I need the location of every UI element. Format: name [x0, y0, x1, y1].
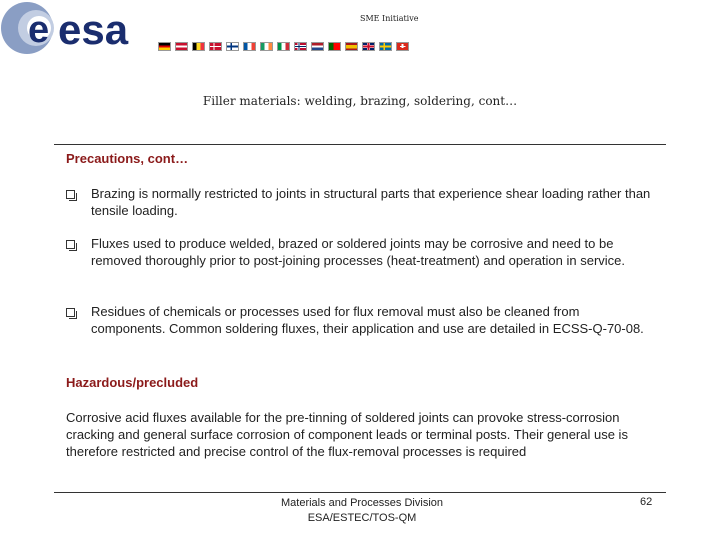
bullet-text: Residues of chemicals or processes used for flux removal must also be cleaned from components. Common soldering fluxes, their application and use are detailed in ECSS-Q-70-08. — [91, 304, 644, 336]
flag-at-icon — [175, 42, 188, 51]
footer-divider — [54, 492, 666, 493]
flag-fr-icon — [243, 42, 256, 51]
member-flags — [158, 42, 409, 51]
flag-se-icon — [379, 42, 392, 51]
flag-ch-icon — [396, 42, 409, 51]
checkbox-bullet-icon — [66, 240, 75, 249]
section-heading-precautions: Precautions, cont… — [66, 151, 189, 166]
flag-es-icon — [345, 42, 358, 51]
flag-dk-icon — [209, 42, 222, 51]
checkbox-bullet-icon — [66, 308, 75, 317]
hazard-paragraph: Corrosive acid fluxes available for the pre-tinning of soldered joints can provoke stress-corrosion cracking and general surface corrosion of component leads or terminal posts. Their general use is therefore restricted and precise control of the flux-removal processes is required — [66, 410, 628, 459]
flag-it-icon — [277, 42, 290, 51]
logo-wordmark: esa — [58, 6, 129, 53]
flag-no-icon — [294, 42, 307, 51]
esa-logo-graphic — [0, 0, 160, 56]
svg-text:e: e — [28, 9, 50, 51]
bullet-item — [66, 235, 656, 269]
bullet-item — [66, 303, 656, 337]
bullet-item — [66, 185, 656, 219]
page-number: 62 — [640, 496, 653, 508]
flag-uk-icon — [362, 42, 375, 51]
flag-ie-icon — [260, 42, 273, 51]
footer — [262, 496, 462, 526]
initiative-label: SME Initiative — [360, 14, 419, 23]
section-heading-hazardous: Hazardous/precluded — [66, 375, 199, 390]
footer-division: Materials and Processes Division — [280, 497, 443, 509]
bullet-text: Brazing is normally restricted to joints in structural parts that experience shear loading rather than tensile loading. — [91, 186, 651, 218]
slide-title: Filler materials: welding, brazing, soldering, cont… — [202, 94, 518, 108]
flag-fi-icon — [226, 42, 239, 51]
flag-de-icon — [158, 42, 171, 51]
flag-nl-icon — [311, 42, 324, 51]
footer-org-code: ESA/ESTEC/TOS-QM — [307, 512, 417, 524]
flag-be-icon — [192, 42, 205, 51]
checkbox-bullet-icon — [66, 190, 75, 199]
header-divider — [54, 144, 666, 145]
flag-pt-icon — [328, 42, 341, 51]
esa-logo — [0, 0, 160, 56]
bullet-text: Fluxes used to produce welded, brazed or soldered joints may be corrosive and need to be removed thoroughly prior to post-joining processes (heat-treatment) and operation in service. — [91, 236, 625, 268]
